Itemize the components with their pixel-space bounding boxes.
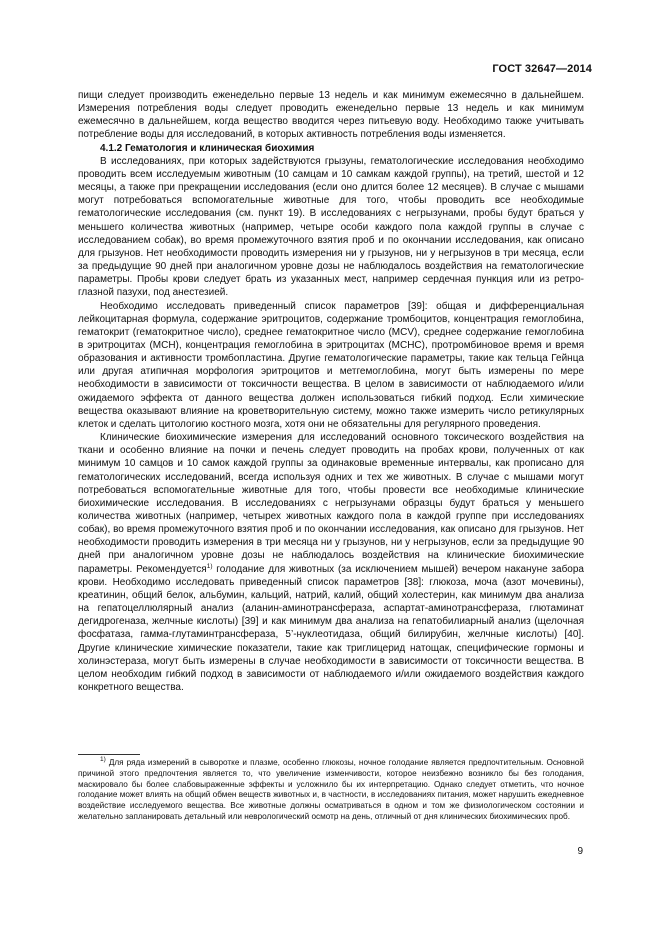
paragraph-biochemistry [78,431,584,694]
main-text [78,89,584,694]
footnote-text: Для ряда измерений в сыворотке и плазме, особенно глюкозы, ночное голодание является предпочтительным. Основной причиной этого предпочтения является то, что увеличение изменчивости, которое неизбежно возникло бы без голодания, маскировало бы более слабовыраженные эффекты и усложнило бы их интерпретацию. Однако следует отметить, что ночное голодание может влиять на общий обмен веществ животных и, в частности, в исследованиях питания, может нарушить ежедневное воздействие исследуемого вещества. Все животные должны осматриваться в одном и том же физиологическом состоянии и желательно запланировать детальный или неврологический осмотр на день, отличный от дня клинических биохимических проб. [78,758,584,821]
page-number: 9 [577,846,583,857]
biochemistry-text-b: голодание для животных (за исключением мышей) вечером накануне забора крови. Необходимо исследовать приведенный список параметров [38]: глюкоза, моча (азот мочевины), креатинин, общий белок, альбумин, кальций, натрий, калий, общий холестерин, как минимум два анализа на гепатоцеллюлярный анализ (аланин-аминотрансфераза, аспартат-аминотрансфераза, глютаминат дегидрогеназа, желчные кислоты) [39] и как минимум два анализа на гепатобилиарный анализ (щелочная фосфатаза, гамма-глутаминтрансфераза, 5’-нуклеотидаза, общий билирубин, желчные кислоты) [40]. Другие клинические химические показатели, такие как триглицерид натощак, специфические гормоны и холинэстераза, могут быть измерены в случае необходимости в зависимости от токсичности вещества. В целом необходим гибкий подход в зависимости от наблюдаемого и/или ожидаемого воздействия каждого конкретного вещества. [78,563,584,694]
paragraph-intro: пищи следует производить еженедельно первые 13 недель и как минимум ежемесячно в дальнейшем. Измерения потребления воды следует проводить еженедельно первые 13 недель и как минимум ежемесячно в дальнейшем, когда вещество вводится через питьевую воду. Необходимо также учитывать потребление воды для исследований, в которых активность потребления воды изменяется. [78,90,584,141]
biochemistry-text-a: Клинические биохимические измерения для исследований основного токсического воздействия на ткани и особенно влияние на почки и печень следует проводить на пробах крови, полученных от как минимум 10 самцов и 10 самок каждой группы за одинаковые временные интервалы, как прописано для гематологических исследований, всегда используя одних и тех же животных. В случае с мышами могут потребоваться вспомогательные животные для того, чтобы провести все необходимые клинические биохимические исследования. В исследованиях с негрызунами образцы будут браться у меньшего количества животных (например, четырех животных каждого пола в каждой группе при исследованиях собак), во время промежуточного взятия проб и по окончании исследования, как описано для грызунов. Нет необходимости проводить измерения в три месяца ни у грызунов, ни у негрызунов, если за предыдущие 90 дней при аналогичном уровне дозы не наблюдалось воздействия на клинические биохимические параметры. Рекомендуется [78,432,584,575]
paragraph-hematology: В исследованиях, при которых задействуются грызуны, гематологические исследования необходимо проводить всем исследуемым животным (10 самцам и 10 самкам каждой группы), на третий, шестой и 12 месяцы, а также при прекращении исследования (если оно длится более 12 месяцев). В случае с мышами могут потребоваться вспомогательные животные для того, чтобы проводить все необходимые гематологические исследования (см. пункт 19). В исследованиях с негрызунами, пробы будут браться у меньшего количества животных (например, четыре особи каждого пола каждой группы в случае с исследованием собак), во время промежуточного взятия проб и по окончании исследования, как описано для грызунов. Нет необходимости проводить измерения ни у грызунов, ни у негрызунов в три месяца, если за предыдущие 90 дней при аналогичном уровне дозы не наблюдалось воздействия на гематологические параметры. Пробы крови следует брать из указанных мест, например сердечная пункция или из ретро-глазной пазухи, под анестезией. [78,155,584,299]
footnote-marker: 1) [100,756,106,763]
footnote [78,758,584,823]
document-standard-id: ГОСТ 32647—2014 [492,63,592,75]
paragraph-parameters: Необходимо исследовать приведенный список параметров [39]: общая и дифференциальная лейкоцитарная формула, содержание эритроцитов, содержание тромбоцитов, концентрация гемоглобина, гематокрит (гематокритное число), среднее гематокритное число (MCV), среднее содержание гемоглобина в эритроцитах (MCH), концентрация гемоглобина в эритроцитах (MCHC), протромбиновое время и время образования и активности тромбопластина. Другие гематологические параметры, такие как тельца Гейнца или другая атипичная морфология эритроцитов и метгемоглобина, могут быть измерены по мере необходимости в зависимости от токсичности вещества. В целом в зависимости от наблюдаемого и/или ожидаемого эффекта от данного вещества должен использоваться гибкий подход. Если химические вещества оказывают влияние на кроветворительную систему, можно также измерить число ретикулярных клеток и сделать цитологию костного мозга, хотя они не обязательны для регулярного проведения. [78,300,584,430]
footnote-divider [78,754,140,755]
footnote-paragraph [78,758,584,823]
footnote-reference[interactable]: 1) [206,562,213,570]
section-heading: 4.1.2 Гематология и клиническая биохимия [100,142,315,154]
